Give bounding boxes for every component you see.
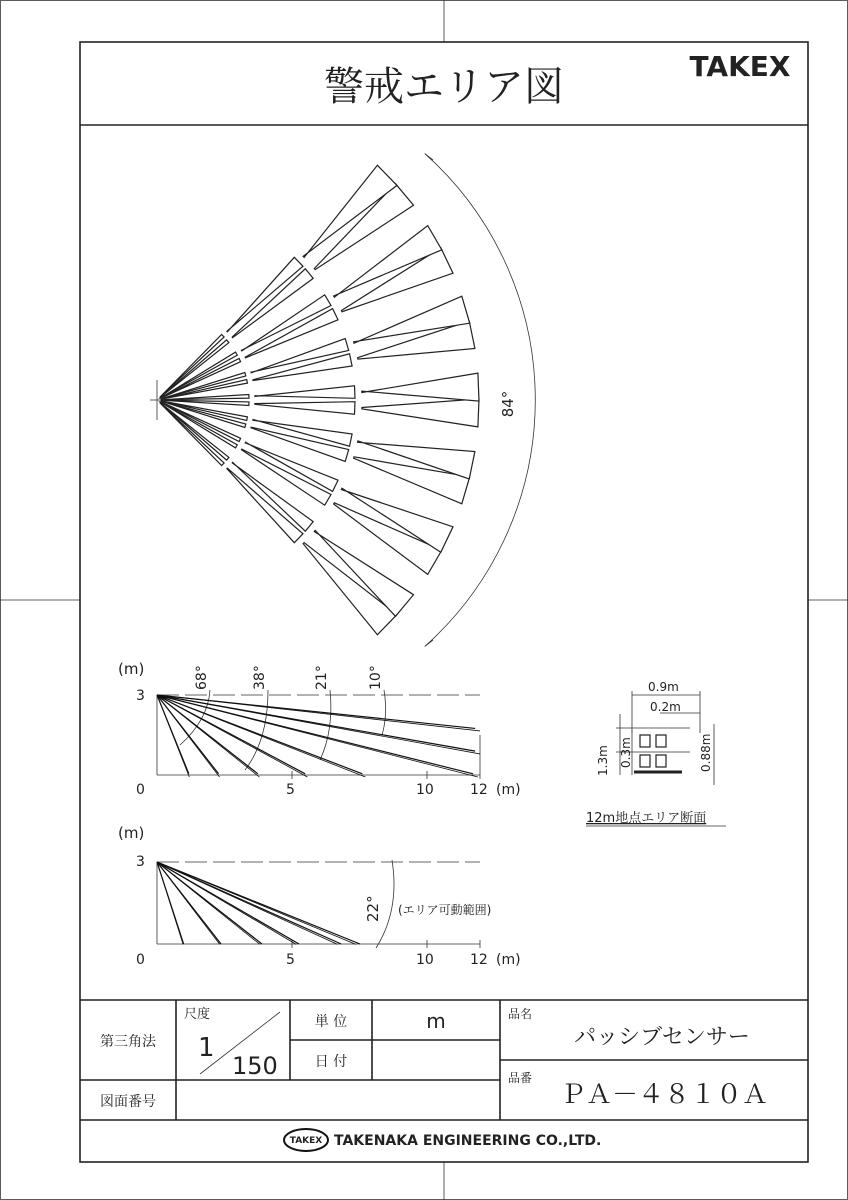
- side-x-tick-5: 5: [286, 782, 295, 798]
- side-beam-3-b: [157, 695, 307, 777]
- product-name: パッシブセンサー: [574, 1025, 750, 1050]
- spread-angle-label: 84°: [499, 390, 517, 418]
- section-height-lower: 0.3m: [619, 737, 633, 768]
- company-name: TAKENAKA ENGINEERING CO.,LTD.: [334, 1133, 602, 1149]
- brand-logo: TAKEX: [689, 50, 791, 83]
- adjust-range-note: (エリア可動範囲): [398, 903, 492, 917]
- product-number: ＰＡ－４８１０Ａ: [559, 1080, 769, 1110]
- adjust-beam-3-b: [157, 862, 296, 944]
- top-view-beam-3-1-1: [255, 386, 355, 399]
- adjust-x-tick-0: 0: [136, 952, 145, 968]
- adjust-x-unit: (m): [496, 952, 521, 968]
- side-x-unit: (m): [496, 782, 521, 798]
- section-height-right: 0.88m: [699, 733, 713, 772]
- side-angle-10: 10°: [368, 665, 384, 690]
- product-number-label: 品番: [508, 1071, 533, 1085]
- section-width-gap: 0.2m: [650, 700, 681, 714]
- product-name-label: 品名: [508, 1007, 533, 1021]
- adjust-x-tick-5: 5: [286, 952, 295, 968]
- top-view-beam-3-0-1: [255, 402, 355, 415]
- side-angle-21: 21°: [314, 665, 330, 690]
- adjust-range-diagram: [118, 824, 521, 968]
- side-beam-5-b: [157, 695, 478, 777]
- side-y-unit: (m): [118, 660, 145, 678]
- side-angle-68: 68°: [194, 665, 210, 690]
- adjust-beam-2-b: [157, 862, 260, 944]
- section-width-total: 0.9m: [648, 680, 679, 694]
- unit-value: m: [426, 1009, 446, 1033]
- drawing-number-label: 図面番号: [100, 1094, 156, 1110]
- drawing-frame: [80, 42, 808, 1162]
- top-view-beam-3-0-2: [362, 399, 479, 427]
- adjust-y-tick: 3: [136, 854, 145, 870]
- adjust-beam-5-b: [157, 862, 356, 944]
- drawing-title: 警戒エリア図: [324, 64, 564, 110]
- top-view-diagram: [150, 154, 535, 647]
- side-y-tick: 3: [136, 688, 145, 704]
- scale-label: 尺度: [184, 1007, 211, 1022]
- side-x-tick-0: 0: [136, 782, 145, 798]
- side-angle-38: 38°: [252, 665, 268, 690]
- side-beam-6-b: [157, 695, 480, 754]
- side-x-tick-10: 10: [416, 782, 434, 798]
- projection-label: 第三角法: [100, 1034, 156, 1050]
- side-x-tick-12: 12: [470, 782, 488, 798]
- top-view-beam-3-1-2: [362, 373, 479, 401]
- section-height-total: 1.3m: [596, 745, 610, 776]
- area-section-diagram: [586, 680, 726, 826]
- title-block: [80, 1000, 808, 1151]
- side-view-diagram: [118, 660, 521, 798]
- company-logo-text: TAKEX: [289, 1136, 323, 1146]
- scale-numerator: 1: [198, 1033, 215, 1063]
- section-caption: 12m地点エリア断面: [586, 811, 707, 826]
- date-label: 日 付: [314, 1054, 348, 1070]
- adjust-y-unit: (m): [118, 824, 145, 842]
- adjust-x-tick-10: 10: [416, 952, 434, 968]
- unit-label: 単 位: [314, 1014, 348, 1030]
- scale-denominator: 150: [232, 1052, 278, 1080]
- adjust-x-tick-12: 12: [470, 952, 488, 968]
- adjust-angle-22: 22°: [364, 895, 382, 922]
